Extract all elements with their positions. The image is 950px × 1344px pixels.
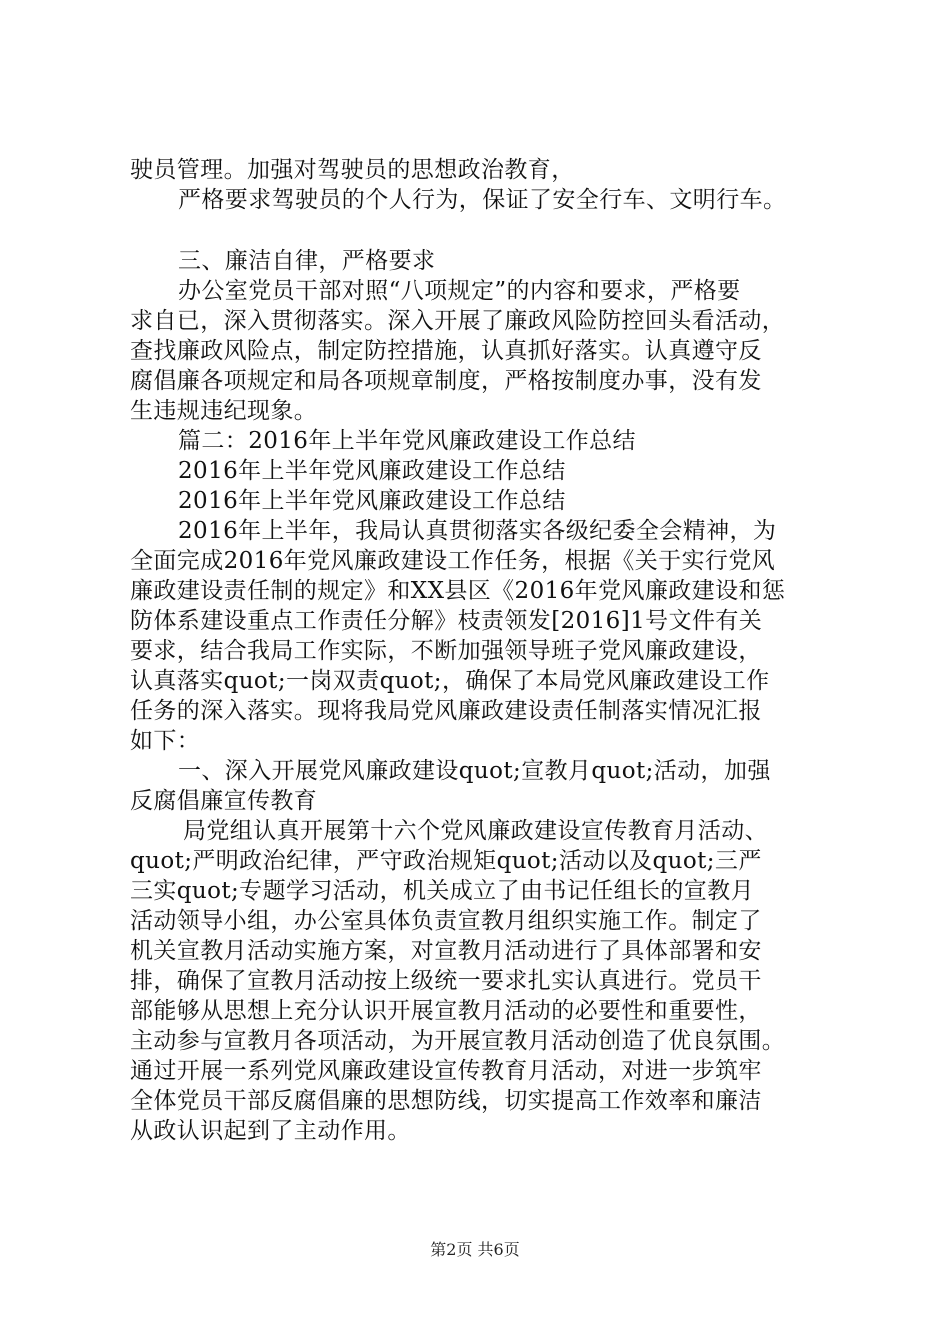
- text-line: 部能够从思想上充分认识开展宣教月活动的必要性和重要性，: [130, 998, 762, 1024]
- chapter-title: 篇二：2016年上半年党风廉政建设工作总结: [178, 428, 636, 454]
- text-line: 机关宣教月活动实施方案，对宣教月活动进行了具体部署和安: [130, 938, 762, 964]
- text-line: 廉政建设责任制的规定》和XX县区《2016年党风廉政建设和惩: [130, 578, 786, 604]
- text-line: 生违规违纪现象。: [130, 398, 318, 424]
- text-line: quot;严明政治纪律，严守政治规矩quot;活动以及quot;三严: [130, 848, 762, 874]
- text-line: 全面完成2016年党风廉政建设工作任务，根据《关于实行党风: [130, 548, 776, 574]
- text-line: 排，确保了宣教月活动按上级统一要求扎实认真进行。党员干: [130, 968, 762, 994]
- text-line: 腐倡廉各项规定和局各项规章制度，严格按制度办事，没有发: [130, 368, 762, 394]
- text-line: 认真落实quot;一岗双责quot;，确保了本局党风廉政建设工作: [130, 668, 770, 694]
- section-heading: 反腐倡廉宣传教育: [130, 788, 318, 814]
- text-line: 通过开展一系列党风廉政建设宣传教育月活动，对进一步筑牢: [130, 1058, 762, 1084]
- text-line: 局党组认真开展第十六个党风廉政建设宣传教育月活动、: [183, 818, 768, 844]
- text-line: 从政认识起到了主动作用。: [130, 1118, 411, 1144]
- text-line: 防体系建设重点工作责任分解》枝责领发[2016]1号文件有关: [130, 608, 763, 634]
- text-line: 三实quot;专题学习活动，机关成立了由书记任组长的宣教月: [130, 878, 754, 904]
- text-line: 全体党员干部反腐倡廉的思想防线，切实提高工作效率和廉洁: [130, 1088, 762, 1114]
- section-heading: 一、深入开展党风廉政建设quot;宣教月quot;活动，加强: [178, 758, 771, 784]
- page-number: 第2页 共6页: [430, 1240, 520, 1259]
- text-line: 任务的深入落实。现将我局党风廉政建设责任制落实情况汇报: [130, 698, 762, 724]
- section-heading: 三、廉洁自律，严格要求: [178, 248, 436, 274]
- text-line: 查找廉政风险点，制定防控措施，认真抓好落实。认真遵守反: [130, 338, 762, 364]
- doc-title: 2016年上半年党风廉政建设工作总结: [178, 488, 566, 514]
- text-line: 要求，结合我局工作实际，不断加强领导班子党风廉政建设，: [130, 638, 762, 664]
- text-line: 严格要求驾驶员的个人行为，保证了安全行车、文明行车。: [178, 187, 787, 213]
- text-line: 驶员管理。加强对驾驶员的思想政治教育，: [130, 157, 575, 183]
- doc-title: 2016年上半年党风廉政建设工作总结: [178, 458, 566, 484]
- text-line: 活动领导小组，办公室具体负责宣教月组织实施工作。制定了: [130, 908, 762, 934]
- text-line: 求自已，深入贯彻落实。深入开展了廉政风险防控回头看活动，: [130, 308, 786, 334]
- text-line: 如下：: [130, 728, 201, 754]
- text-line: 主动参与宣教月各项活动，为开展宣教月活动创造了优良氛围。: [130, 1028, 786, 1054]
- text-line: 2016年上半年，我局认真贯彻落实各级纪委全会精神，为: [178, 518, 777, 544]
- text-line: 办公室党员干部对照“八项规定”的内容和要求，严格要: [178, 278, 741, 304]
